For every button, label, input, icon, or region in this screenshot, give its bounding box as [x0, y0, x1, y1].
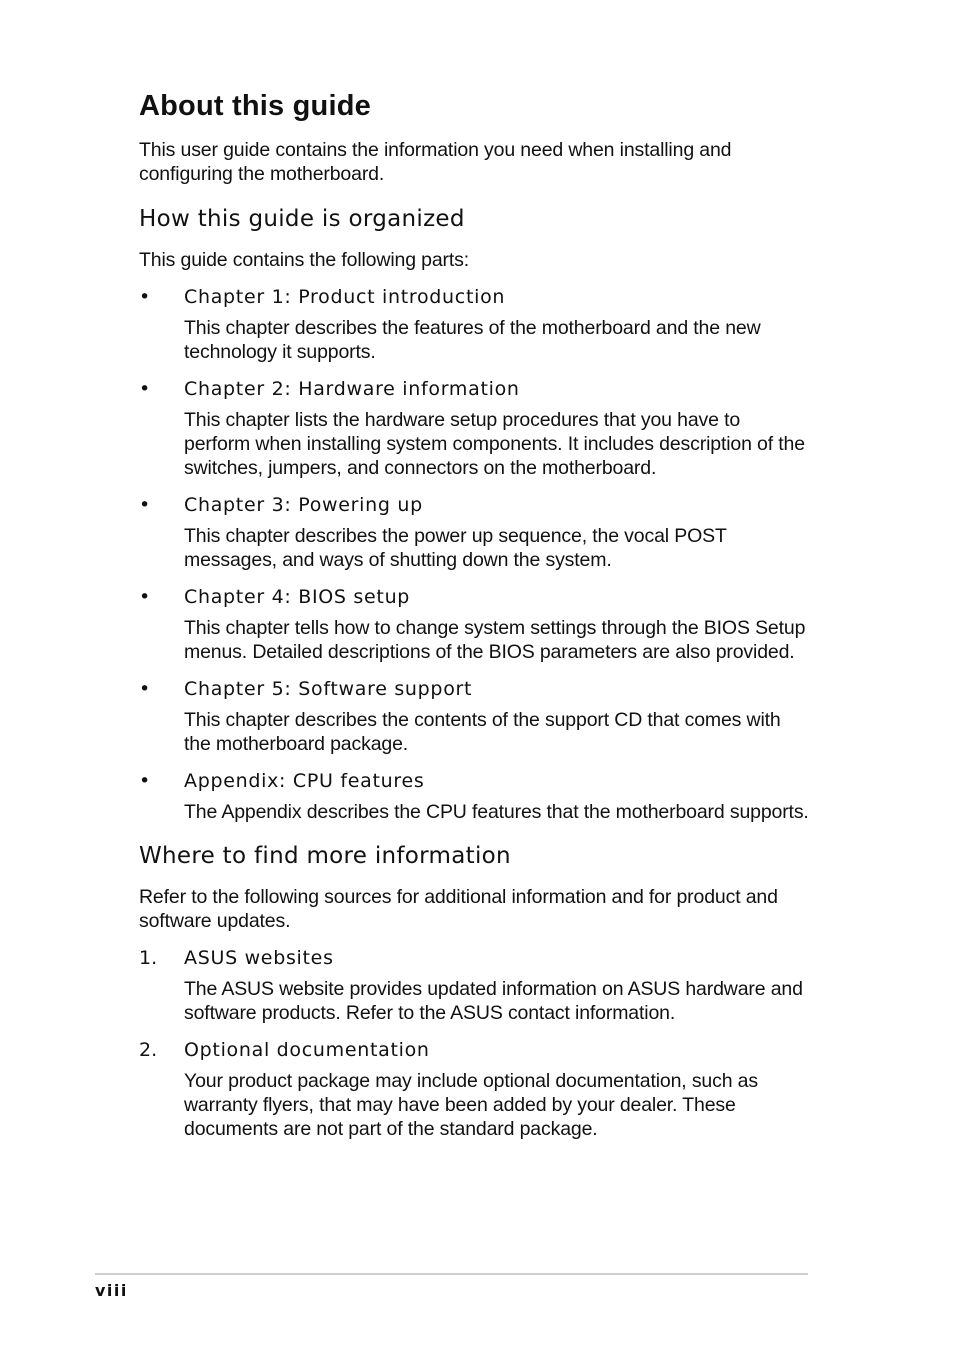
list-item-chapter-1 [139, 285, 811, 364]
item-title: Optional documentation [184, 1039, 430, 1061]
bullet-icon: • [139, 678, 151, 700]
footer-divider [95, 1273, 808, 1275]
item-title: Chapter 1: Product introduction [184, 286, 506, 308]
bullet-icon: • [139, 378, 151, 400]
page-content [139, 82, 811, 1141]
intro-paragraph: This user guide contains the information you need when installing and configuring the motherboard. [139, 139, 732, 185]
item-description: This chapter lists the hardware setup procedures that you have to perform when installing system components. It includes description of the switches, jumpers, and connectors on the motherboard. [184, 409, 805, 479]
list-item-optional-documentation [139, 1038, 811, 1141]
list-item-appendix [139, 769, 811, 824]
item-description: This chapter describes the power up sequence, the vocal POST messages, and ways of shutting down the system. [184, 525, 727, 571]
item-description: This chapter describes the features of the motherboard and the new technology it supports. [184, 317, 761, 363]
item-description: The ASUS website provides updated information on ASUS hardware and software products. Refer to the ASUS contact information. [184, 978, 803, 1024]
bullet-icon: • [139, 286, 151, 308]
item-title: ASUS websites [184, 947, 334, 969]
list-item-chapter-5 [139, 677, 811, 756]
item-number: 2. [139, 1039, 158, 1061]
item-description: Your product package may include optional documentation, such as warranty flyers, that may have been added by your dealer. These documents are not part of the standard package. [184, 1070, 758, 1140]
section-lead-organized: This guide contains the following parts: [139, 249, 470, 271]
item-description: This chapter describes the contents of the support CD that comes with the motherboard package. [184, 709, 781, 755]
item-number: 1. [139, 947, 158, 969]
item-title: Chapter 5: Software support [184, 678, 473, 700]
item-title: Chapter 2: Hardware information [184, 378, 520, 400]
section-heading-organized: How this guide is organized [139, 206, 465, 232]
list-item-asus-websites [139, 946, 811, 1025]
list-item-chapter-4 [139, 585, 811, 664]
list-item-chapter-3 [139, 493, 811, 572]
bullet-icon: • [139, 586, 151, 608]
page-number: viii [95, 1281, 128, 1300]
item-title: Chapter 3: Powering up [184, 494, 423, 516]
bullet-icon: • [139, 770, 151, 792]
item-description: This chapter tells how to change system settings through the BIOS Setup menus. Detailed descriptions of the BIOS parameters are also provided. [184, 617, 806, 663]
section-heading-more-info: Where to find more information [139, 843, 511, 869]
item-title: Appendix: CPU features [184, 770, 425, 792]
bullet-icon: • [139, 494, 151, 516]
section-lead-more-info: Refer to the following sources for additional information and for product and software updates. [139, 886, 778, 932]
item-description: The Appendix describes the CPU features that the motherboard supports. [184, 801, 809, 823]
item-title: Chapter 4: BIOS setup [184, 586, 411, 608]
page-title: About this guide [139, 90, 371, 122]
list-item-chapter-2 [139, 377, 811, 480]
